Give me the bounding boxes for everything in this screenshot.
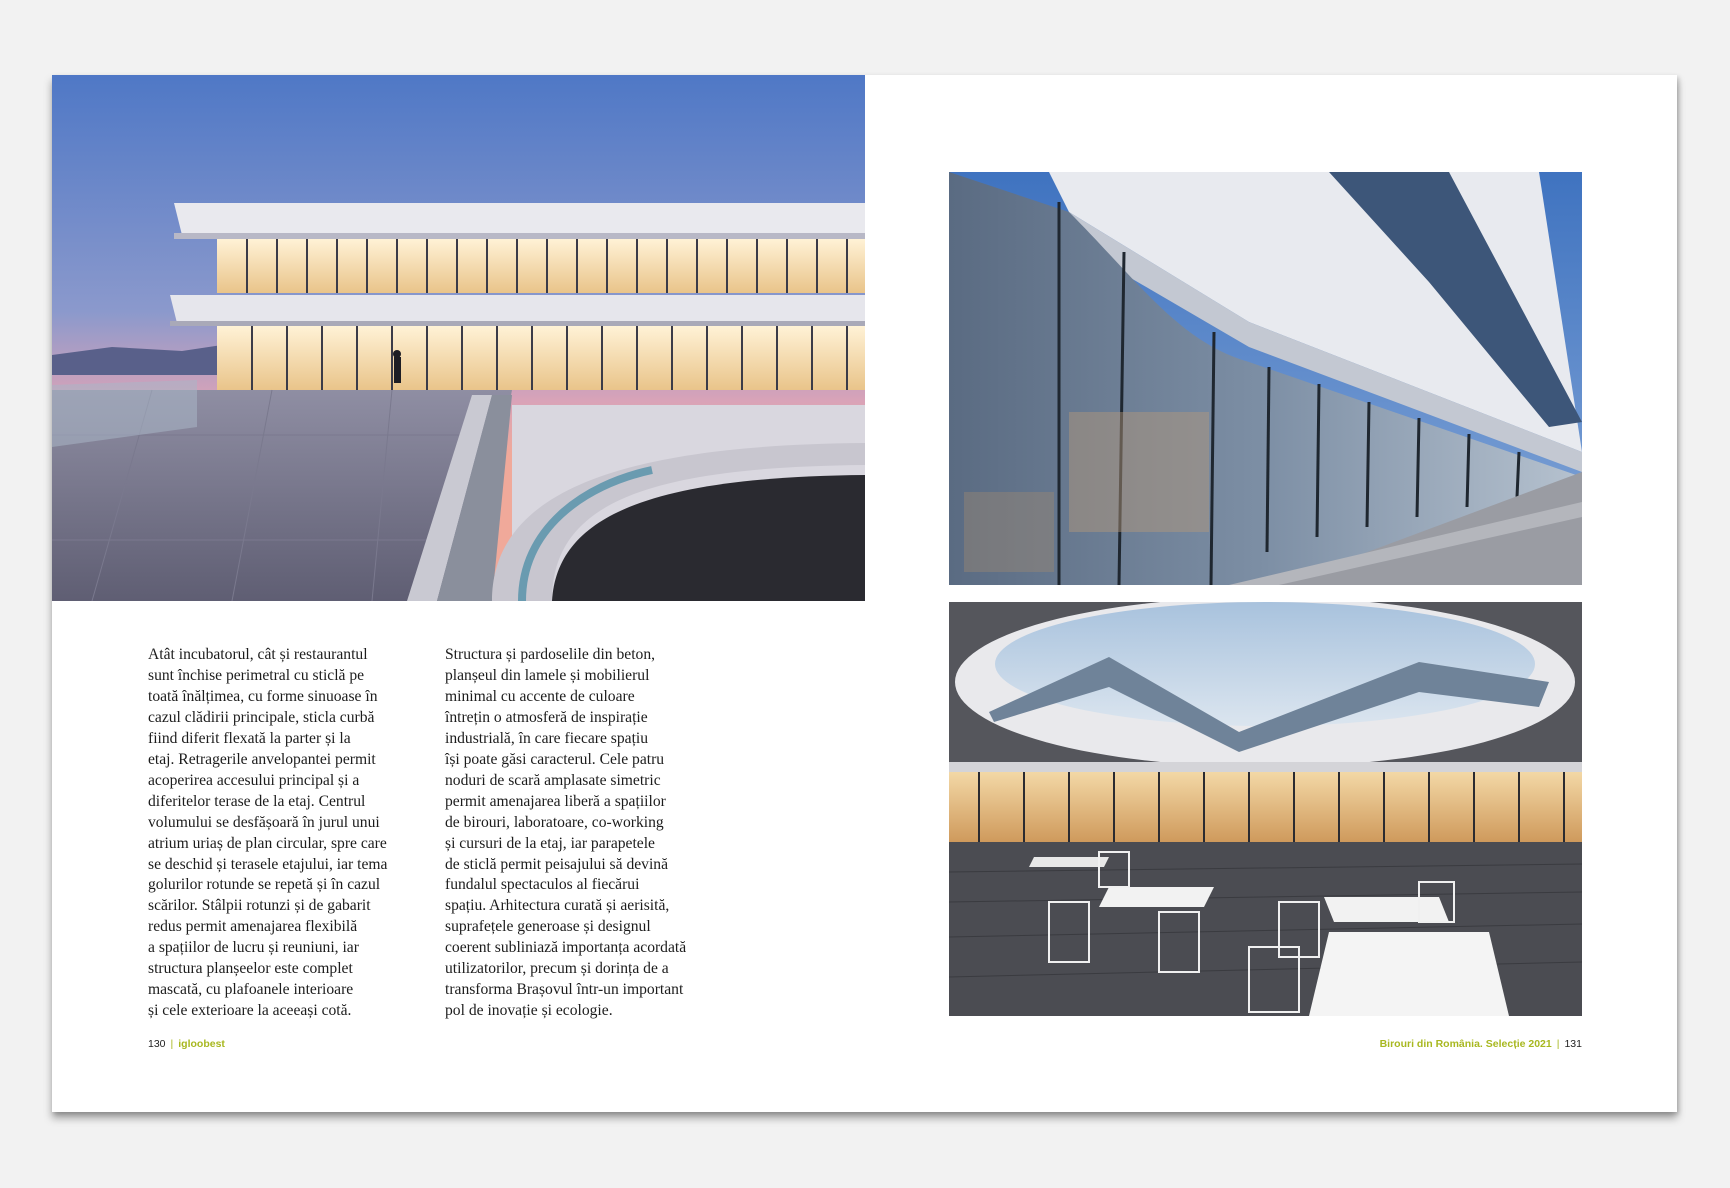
text-line: transforma Brașovul într-un important: [445, 981, 684, 999]
page-number: 131: [1564, 1038, 1582, 1050]
folio-separator: |: [1556, 1038, 1560, 1050]
text-line: de sticlă permit peisajului să devină: [445, 855, 669, 873]
page-number: 130: [148, 1038, 166, 1050]
text-line: pol de inovație și ecologie.: [445, 1002, 613, 1020]
text-line: fundalul spectaculos al fiecărui: [445, 876, 640, 894]
text-line: etaj. Retragerile anvelopantei permit: [148, 750, 376, 768]
text-line: Structura și pardoselile din beton,: [445, 646, 656, 663]
text-line: utilizatorilor, precum și dorința de a: [445, 960, 669, 978]
text-line: fiind diferit flexată la parter și la: [148, 729, 351, 747]
folio-left: [148, 1038, 225, 1050]
body-text-column-2: [445, 645, 735, 1022]
text-line: și cele exterioare la aceeași cotă.: [148, 1002, 352, 1020]
folio-separator: |: [170, 1038, 174, 1050]
curved-facade-photo: [949, 172, 1582, 585]
text-line: spațiu. Arhitectura curată și aerisită,: [445, 897, 670, 915]
paragraph: [445, 645, 735, 1022]
atrium-courtyard-photo: [949, 602, 1582, 1016]
text-line: Atât incubatorul, cât și restaurantul: [148, 646, 368, 663]
text-line: mascată, cu plafoanele interioare: [148, 981, 354, 999]
folio-right: [1380, 1038, 1582, 1050]
text-line: și cursuri de la etaj, iar parapetele: [445, 834, 655, 852]
text-line: toată înălțimea, cu forme sinuoase în: [148, 687, 378, 705]
text-line: scărilor. Stâlpii rotunzi și de gabarit: [148, 897, 371, 915]
text-line: acoperirea accesului principal și a: [148, 771, 360, 789]
text-line: coerent subliniază importanța acordată: [445, 939, 687, 957]
text-line: golurilor rotunde se repetă și în cazul: [148, 876, 381, 894]
section-name: Birouri din România. Selecție 2021: [1379, 1038, 1552, 1050]
paragraph: [148, 645, 438, 1022]
text-line: planșeul din lamele și mobilierul: [445, 666, 650, 684]
body-text-column-1: [148, 645, 438, 1022]
text-line: volumului se desfășoară în jurul unui: [148, 813, 380, 831]
text-line: structura planșeelor este complet: [148, 960, 353, 978]
text-line: sunt închise perimetral cu sticlă pe: [148, 666, 365, 684]
text-line: de birouri, laboratoare, co-working: [445, 813, 664, 831]
text-line: își poate găsi caracterul. Cele patru: [445, 750, 665, 768]
text-line: minimal cu accente de culoare: [445, 687, 635, 705]
text-line: diferitelor terase de la etaj. Centrul: [148, 792, 366, 810]
text-line: redus permit amenajarea flexibilă: [148, 918, 358, 936]
text-line: atrium uriaș de plan circular, spre care: [148, 834, 387, 852]
text-line: permit amenajarea liberă a spațiilor: [445, 792, 666, 810]
text-line: industrială, în care fiecare spațiu: [445, 729, 649, 747]
text-line: suprafețele generoase și designul: [445, 918, 651, 936]
text-line: a spațiilor de lucru și reuniuni, iar: [148, 939, 359, 957]
building-dusk-photo: [52, 75, 865, 601]
text-line: se deschid și terasele etajului, iar tema: [148, 855, 388, 873]
text-line: întrețin o atmosferă de inspirație: [445, 708, 648, 726]
text-line: noduri de scară amplasate simetric: [445, 771, 661, 789]
text-line: cazul clădirii principale, sticla curbă: [148, 708, 375, 726]
magazine-name: igloobest: [178, 1038, 225, 1050]
